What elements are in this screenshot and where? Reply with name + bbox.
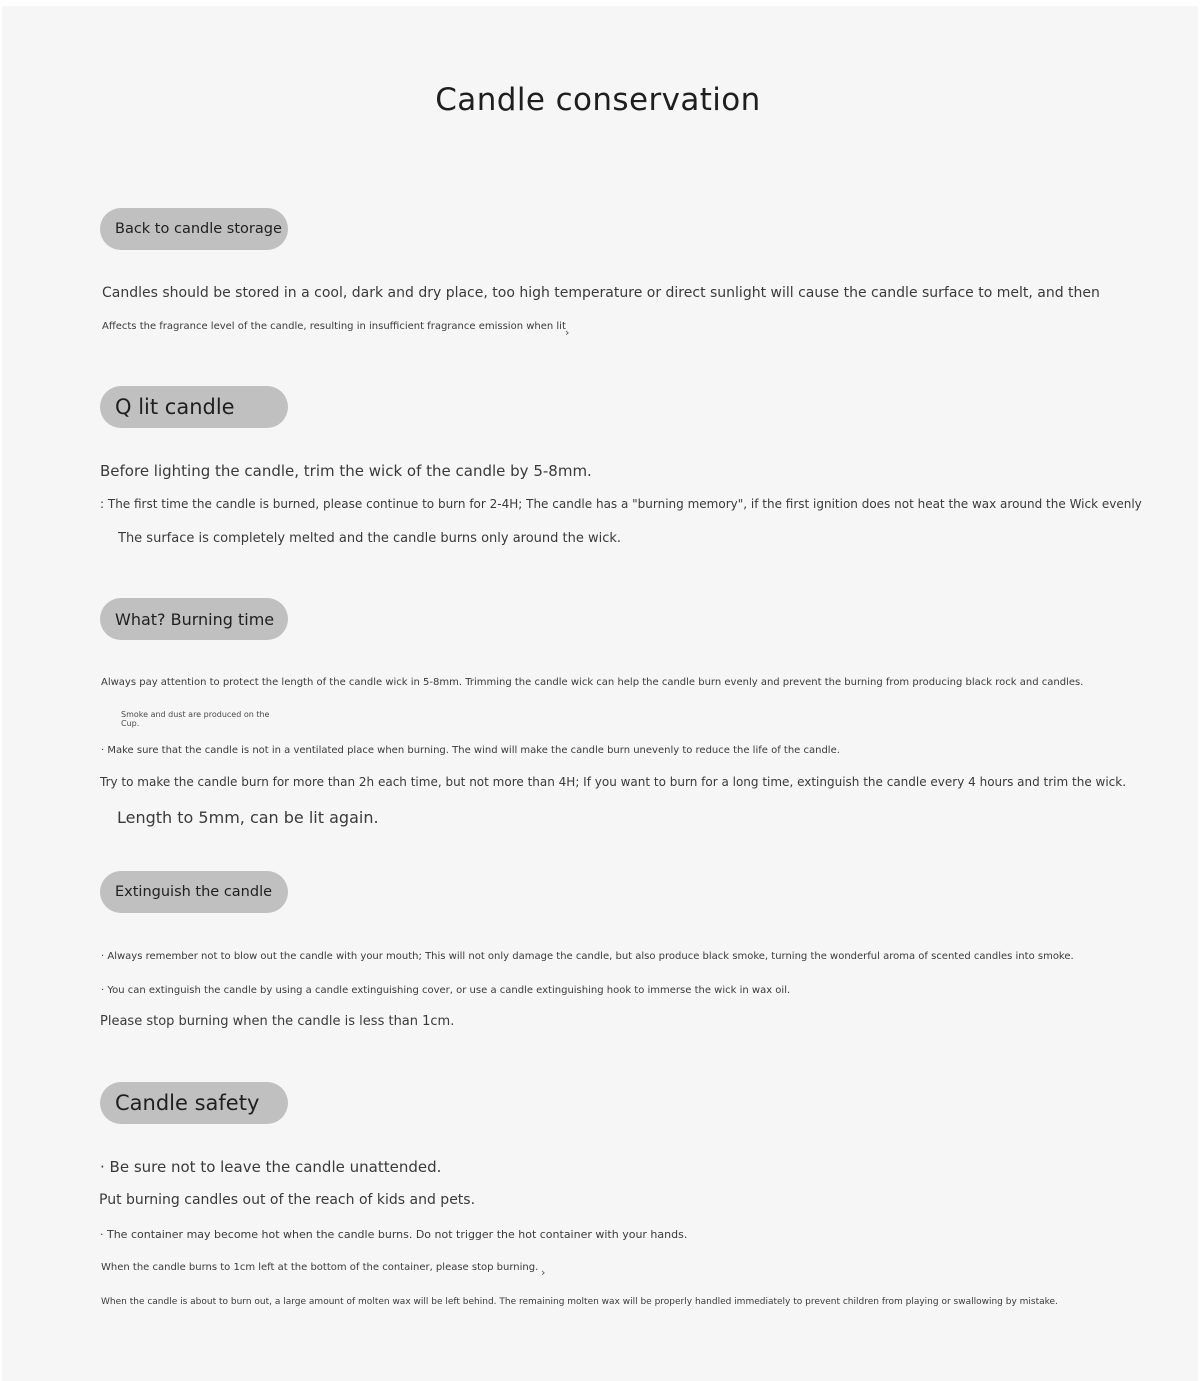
burning-line-2: · Make sure that the candle is not in a ventilated place when burning. The wind will make the candle burn unevenly to reduce the life of the candle. (101, 745, 840, 756)
chevron-right-icon-safety: › (541, 1266, 546, 1279)
lit-line-1: Before lighting the candle, trim the wick of the candle by 5-8mm. (100, 462, 592, 480)
lit-line-3: The surface is completely melted and the candle burns only around the wick. (118, 531, 622, 546)
extinguish-line-3: Please stop burning when the candle is less than 1cm. (100, 1014, 455, 1029)
safety-line-5: When the candle is about to burn out, a large amount of molten wax will be left behind. The remaining molten wax will be properly handled immediately to prevent children from playing or swallowing by mistake. (101, 1297, 1058, 1307)
section-heading-safety-label: Candle safety (115, 1091, 260, 1115)
chevron-right-icon: › (565, 326, 570, 339)
storage-line-2: Affects the fragrance level of the candle, resulting in insufficient fragrance emission when lit (102, 321, 566, 332)
burning-note: Smoke and dust are produced on the Cup. (121, 710, 270, 728)
section-heading-lit-candle-label: Q lit candle (115, 395, 235, 419)
section-heading-burning-time (100, 598, 288, 640)
section-heading-burning-time-label: What? Burning time (115, 609, 275, 629)
page-title: Candle conservation (435, 82, 761, 118)
section-heading-storage (100, 208, 288, 250)
burning-line-4: Length to 5mm, can be lit again. (117, 808, 379, 827)
safety-line-1: · Be sure not to leave the candle unattended. (100, 1158, 442, 1176)
section-heading-storage-label: Back to candle storage (115, 221, 282, 237)
section-heading-extinguish-label: Extinguish the candle (115, 884, 273, 900)
burning-line-3: Try to make the candle burn for more than 2h each time, but not more than 4H; If you want to burn for a long time, extinguish the candle every 4 hours and trim the wick. (100, 775, 1127, 789)
extinguish-line-2: · You can extinguish the candle by using a candle extinguishing cover, or use a candle extinguishing hook to immerse the wick in wax oil. (101, 985, 791, 996)
storage-line-1: Candles should be stored in a cool, dark and dry place, too high temperature or direct sunlight will cause the candle surface to melt, and then (102, 285, 1100, 301)
lit-line-2: : The first time the candle is burned, please continue to burn for 2-4H; The candle has a "burning memory", if the first ignition does not heat the wax around the Wick evenly (100, 497, 1142, 511)
safety-line-2: Put burning candles out of the reach of kids and pets. (99, 1192, 476, 1208)
safety-line-3: · The container may become hot when the candle burns. Do not trigger the hot container with your hands. (100, 1228, 688, 1241)
section-heading-lit-candle (100, 386, 288, 428)
section-heading-extinguish (100, 871, 288, 913)
extinguish-line-1: · Always remember not to blow out the candle with your mouth; This will not only damage the candle, but also produce black smoke, turning the wonderful aroma of scented candles into smoke. (101, 951, 1074, 962)
burning-line-1: Always pay attention to protect the length of the candle wick in 5-8mm. Trimming the candle wick can help the candle burn evenly and prevent the burning from producing black rock and candles. (101, 677, 1084, 688)
section-heading-safety (100, 1082, 288, 1124)
safety-line-4: When the candle burns to 1cm left at the bottom of the container, please stop burning. (101, 1262, 539, 1273)
